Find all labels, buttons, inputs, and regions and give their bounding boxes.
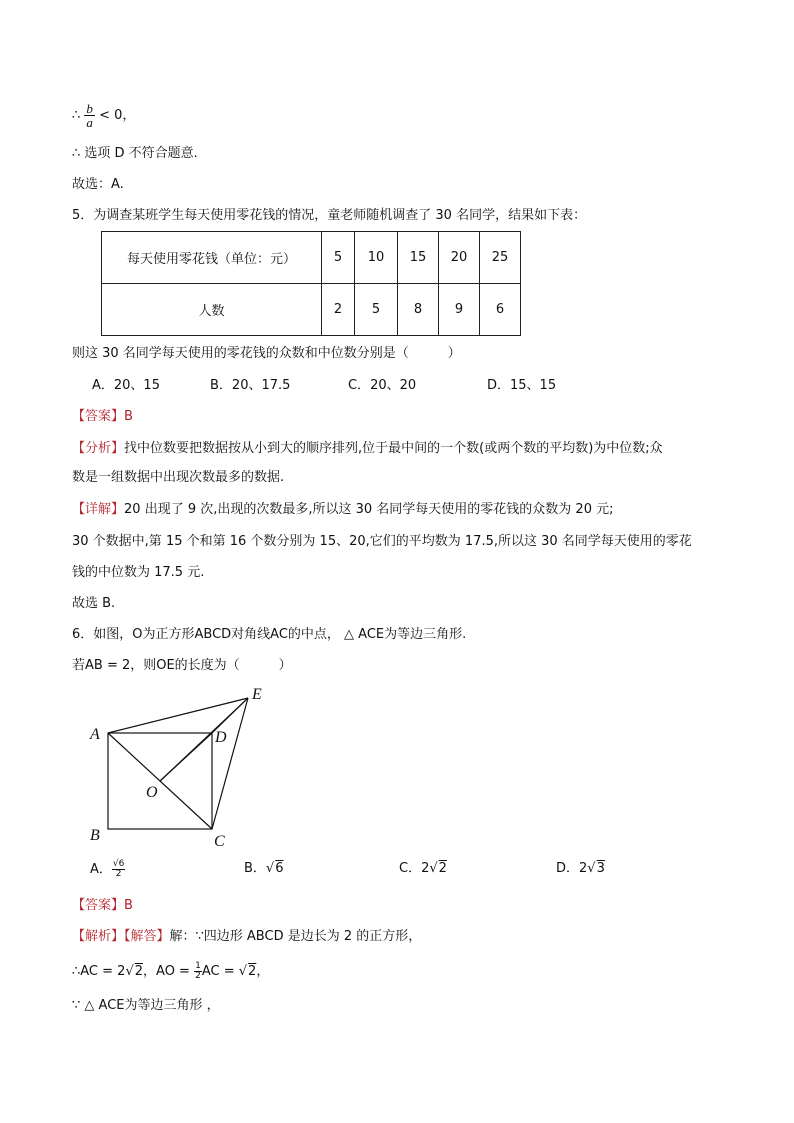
- sqrt-icon: √3: [587, 861, 605, 876]
- q5-analysis-line2: 数是一组数据中出现次数最多的数据.: [72, 470, 285, 485]
- frac-denominator: a: [86, 115, 93, 130]
- radicand: 6: [275, 861, 284, 876]
- frac-numerator: b: [86, 101, 93, 116]
- table-row: [102, 284, 521, 336]
- q5-detail-line1: [72, 501, 613, 519]
- q5-stem: 5．为调查某班学生每天使用零花钱的情况，童老师随机调查了 30 名同学，结果如下表：: [72, 208, 587, 223]
- table-header-cell: 每天使用零花钱（单位：元）: [102, 232, 322, 284]
- q6-stem: 6．如图，O为正方形ABCD对角线AC的中点， △ ACE为等边三角形.: [72, 627, 467, 642]
- label-e: E: [252, 686, 262, 703]
- table-cell: 6: [480, 284, 521, 336]
- half-fraction: [194, 962, 202, 981]
- sqrt-icon: √2: [429, 861, 447, 876]
- option-d-label: D．2: [556, 861, 588, 876]
- frac-denominator: 2: [195, 971, 201, 981]
- table-cell: 25: [480, 232, 521, 284]
- table-cell: 8: [398, 284, 439, 336]
- table-cell: 10: [355, 232, 398, 284]
- label-o: O: [146, 784, 158, 801]
- option-c-label: C．2: [399, 861, 430, 876]
- choose-a-line: 故选：A.: [72, 177, 124, 192]
- table-cell: 5: [355, 284, 398, 336]
- q6-option-a: [90, 860, 125, 879]
- segment-ae: [108, 698, 248, 733]
- table-cell: 2: [322, 284, 355, 336]
- frac-denominator: 2: [115, 869, 122, 879]
- segment-oe: [160, 698, 248, 781]
- q6-question: 若AB = 2，则OE的长度为（ ）: [72, 658, 292, 673]
- q5-option-d: D．15、15: [487, 378, 557, 393]
- q6-option-c: [399, 860, 447, 878]
- ao-text: ，AO =: [143, 964, 195, 979]
- q5-option-c: C．20、20: [348, 378, 417, 393]
- conclusion-inequality: [72, 102, 135, 129]
- q6-jiexi-line: [72, 928, 421, 946]
- sqrt-icon: √2: [238, 964, 257, 979]
- radicand: 2: [134, 964, 144, 979]
- jiexi-label: 【解析】【解答】: [72, 929, 170, 944]
- q5-option-a: A．20、15: [92, 378, 160, 393]
- table-header-cell: 人数: [102, 284, 322, 336]
- option-b-label: B．: [244, 861, 266, 876]
- fraction-b-over-a: [84, 102, 95, 129]
- detail-text: 20 出现了 9 次,出现的次数最多,所以这 30 名同学每天使用的零花钱的众数为 20 元;: [124, 502, 614, 517]
- q5-question: 则这 30 名同学每天使用的零花钱的众数和中位数分别是（ ）: [72, 346, 461, 361]
- analysis-text: 找中位数要把数据按从小到大的顺序排列,位于最中间的一个数(或两个数的平均数)为中位数;众: [124, 441, 663, 456]
- q6-ac-ao-line: [72, 962, 269, 981]
- table-cell: 5: [322, 232, 355, 284]
- frac-numerator: 1: [195, 961, 201, 971]
- q6-option-b: [244, 860, 284, 878]
- label-a: A: [90, 726, 100, 743]
- q5-answer: 【答案】B: [72, 409, 133, 424]
- radicand: 3: [596, 861, 605, 876]
- detail-label: 【详解】: [72, 502, 125, 517]
- table-row: [102, 232, 521, 284]
- ac-text: ∴AC = 2: [72, 964, 126, 979]
- option-a-fraction: [112, 860, 125, 879]
- label-d: D: [215, 729, 227, 746]
- table-cell: 9: [439, 284, 480, 336]
- label-b: B: [90, 827, 100, 844]
- option-a-label: A．: [90, 862, 112, 877]
- analysis-label: 【分析】: [72, 441, 125, 456]
- frac-numerator: √6: [112, 859, 125, 869]
- table-cell: 20: [439, 232, 480, 284]
- q5-final: 故选 B.: [72, 596, 116, 611]
- comma: ，: [256, 964, 270, 979]
- q5-option-b: B．20、17.5: [210, 378, 291, 393]
- q6-option-d: [556, 860, 605, 878]
- radicand: 2: [248, 964, 257, 979]
- label-c: C: [214, 833, 225, 850]
- q6-answer: 【答案】B: [72, 898, 133, 913]
- ac-eq-text: AC =: [201, 964, 239, 979]
- sqrt-icon: √6: [265, 861, 284, 876]
- q5-detail-line3: 钱的中位数为 17.5 元.: [72, 565, 205, 580]
- q5-analysis-line1: [72, 440, 663, 458]
- q5-data-table: [101, 231, 521, 336]
- option-d-conclusion: ∴ 选项 D 不符合题意.: [72, 146, 198, 161]
- inequality-text: < 0，: [99, 108, 136, 123]
- q5-detail-line2: 30 个数据中,第 15 个和第 16 个数分别为 15、20,它们的平均数为 17.5,所以这 30 名同学每天使用的零花: [72, 534, 692, 549]
- jiexi-text: 解：∵四边形 ABCD 是边长为 2 的正方形，: [169, 929, 422, 944]
- radicand: 2: [438, 861, 447, 876]
- q6-last-line: ∵ △ ACE为等边三角形 ，: [72, 998, 220, 1013]
- sqrt-icon: √2: [125, 964, 144, 979]
- therefore-symbol: ∴: [72, 108, 81, 123]
- q6-geometry-figure: [80, 680, 280, 850]
- table-cell: 15: [398, 232, 439, 284]
- segment-ce: [212, 698, 248, 829]
